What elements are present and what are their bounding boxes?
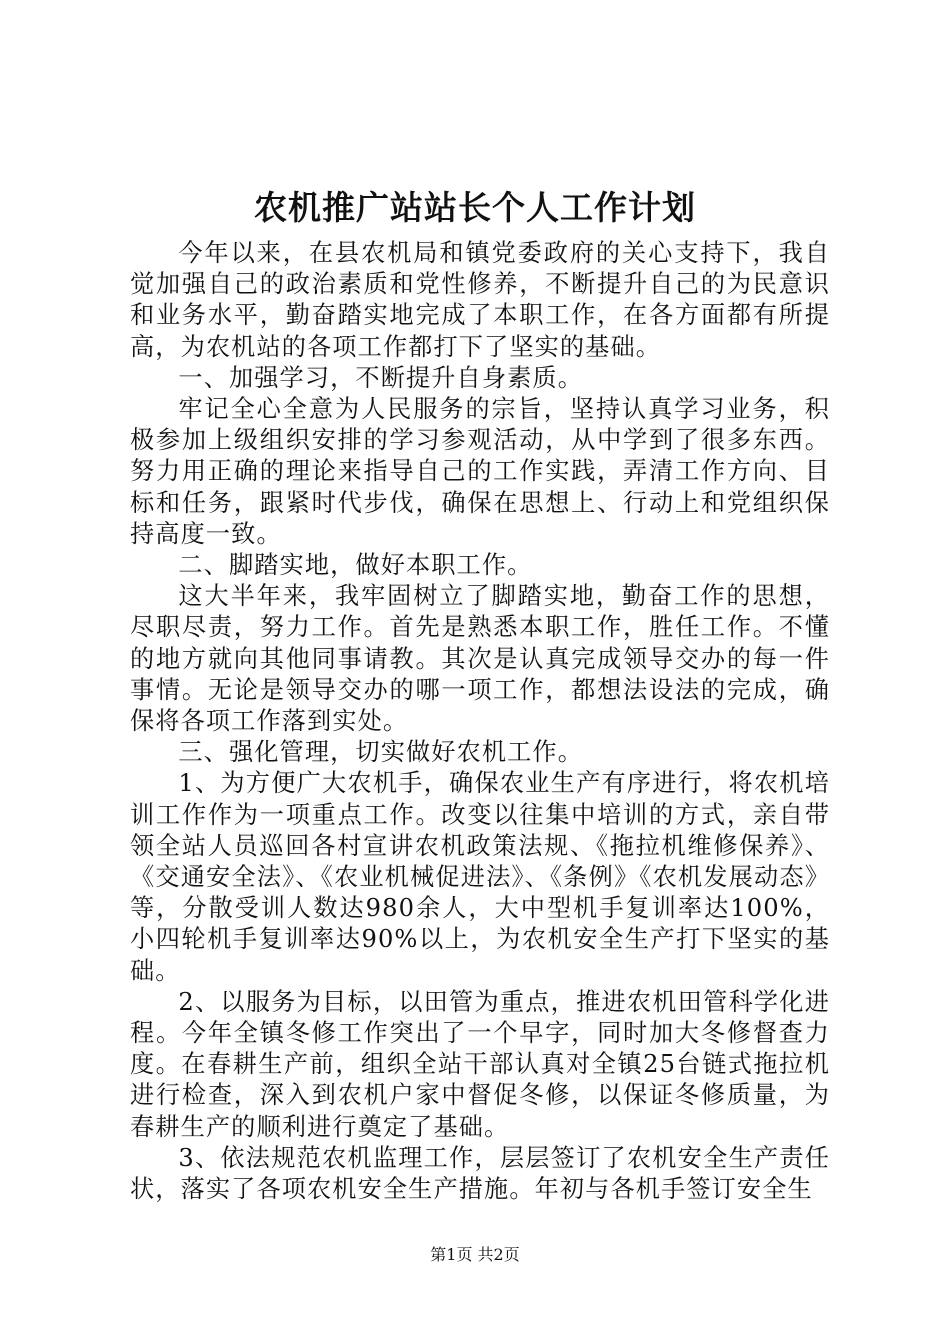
section-heading-3: 三、强化管理，切实做好农机工作。	[178, 738, 583, 767]
paragraph-item-3: 3、依法规范农机监理工作，层层签订了农机安全生产责任状，落实了各项农机安全生产措施。年初与各机手签订安全生	[130, 1143, 830, 1204]
section-heading-1: 一、加强学习，不断提升自身素质。	[178, 363, 583, 392]
paragraph-duty: 这大半年来，我牢固树立了脚踏实地，勤奋工作的思想，尽职尽责，努力工作。首先是熟悉本职工作，胜任工作。不懂的地方就向其他同事请教。其次是认真完成领导交办的每一件事情。无论是领导交办的哪一项工作，都想法设法的完成，确保将各项工作落到实处。	[130, 582, 830, 736]
paragraph-item-1: 1、为方便广大农机手，确保农业生产有序进行，将农机培训工作作为一项重点工作。改变以往集中培训的方式，亲自带领全站人员巡回各村宣讲农机政策法规、《拖拉机维修保养》、《交通安全法》、《农业机械促进法》、《条例》《农机发展动态》等，分散受训人数达980余人，大中型机手复训率达100%，小四轮机手复训率达90%以上，为农机安全生产打下坚实的基础。	[130, 769, 830, 985]
paragraph-intro: 今年以来，在县农机局和镇党委政府的关心支持下，我自觉加强自己的政治素质和党性修养，不断提升自己的为民意识和业务水平，勤奋踏实地完成了本职工作，在各方面都有所提高，为农机站的各项工作都打下了坚实的基础。	[130, 239, 830, 361]
document-title: 农机推广站站长个人工作计划	[254, 188, 696, 227]
page-footer: 第1页 共2页	[430, 1245, 520, 1264]
paragraph-item-2: 2、以服务为目标，以田管为重点，推进农机田管科学化进程。今年全镇冬修工作突出了一个早字，同时加大冬修督查力度。在春耕生产前，组织全站干部认真对全镇25台链式拖拉机进行检查，深入到农机户家中督促冬修，以保证冬修质量，为春耕生产的顺利进行奠定了基础。	[130, 987, 830, 1141]
section-heading-2: 二、脚踏实地，做好本职工作。	[178, 551, 533, 580]
paragraph-study: 牢记全心全意为人民服务的宗旨，坚持认真学习业务，积极参加上级组织安排的学习参观活动，从中学到了很多东西。努力用正确的理论来指导自己的工作实践，弄清工作方向、目标和任务，跟紧时代步伐，确保在思想上、行动上和党组织保持高度一致。	[130, 395, 830, 548]
document-body	[130, 238, 830, 1205]
